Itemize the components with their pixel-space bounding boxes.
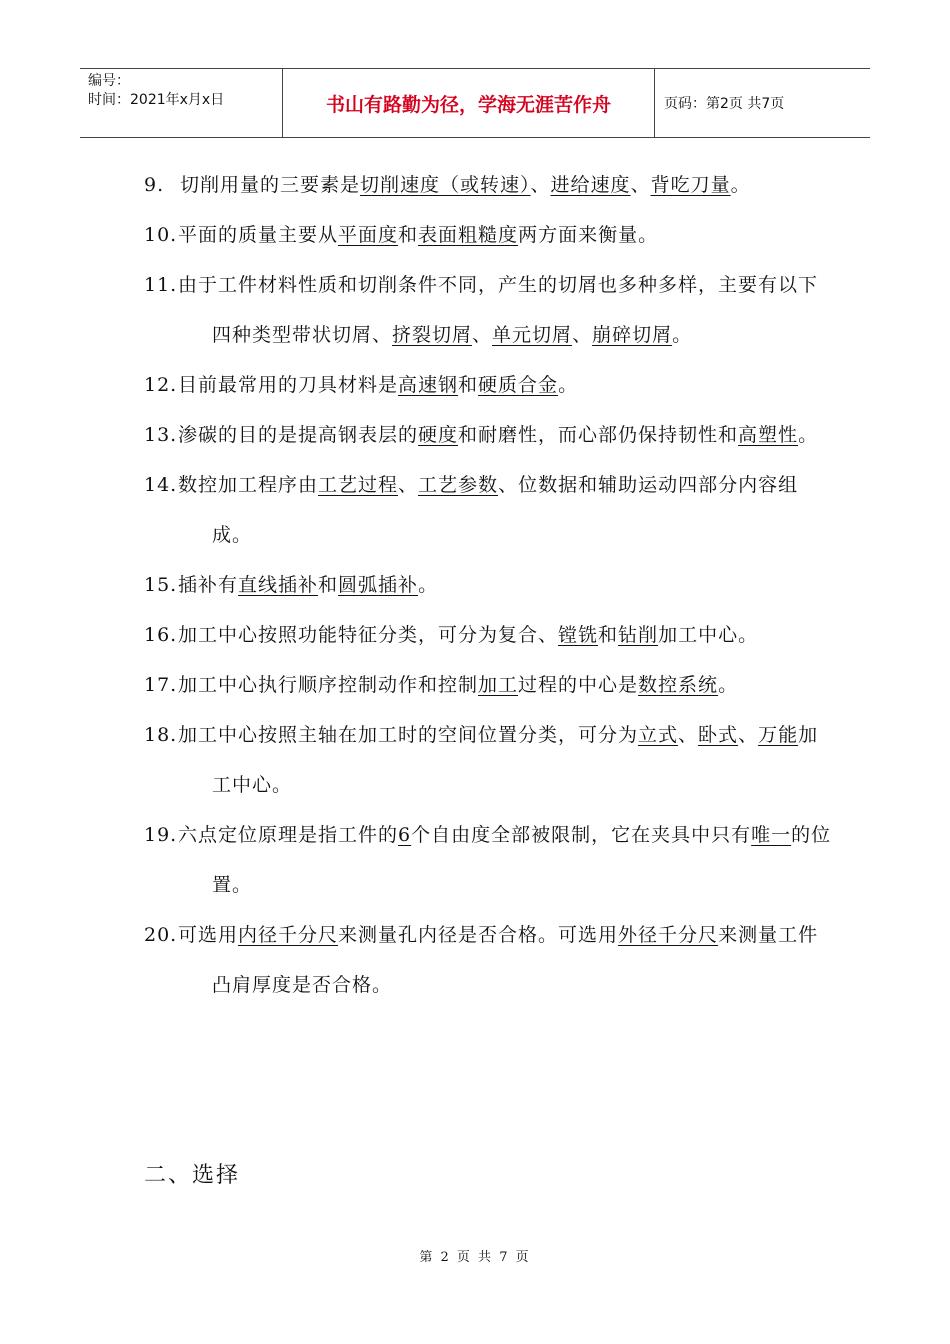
question-fragment: 和 xyxy=(458,374,479,396)
question-number: 15. xyxy=(144,574,178,596)
answer-blank: 唯一 xyxy=(751,824,792,846)
question-fragment: 插补有 xyxy=(178,574,239,596)
question-fragment: 和 xyxy=(598,624,619,646)
question-text xyxy=(144,710,834,810)
question-fragment: 切削用量的三要素是 xyxy=(180,174,361,196)
question-text xyxy=(144,210,834,260)
answer-blank: 平面度 xyxy=(338,224,399,246)
number-label: 编号： xyxy=(88,73,130,89)
header-page-code: 页码：第2页 共7页 xyxy=(664,96,785,112)
question-number: 11. xyxy=(144,274,178,296)
answer-blank: 硬度 xyxy=(418,424,459,446)
answer-blank: 6 xyxy=(398,824,412,846)
question-fragment: 、 xyxy=(738,724,759,746)
question-text xyxy=(144,260,834,360)
question-number: 12. xyxy=(144,374,178,396)
question-item xyxy=(144,810,834,910)
answer-blank: 工艺过程 xyxy=(318,474,399,496)
question-fragment: 。 xyxy=(798,424,819,446)
question-text xyxy=(144,910,834,1010)
question-fragment: 加工中心。 xyxy=(658,624,759,646)
question-fragment: 。 xyxy=(558,374,579,396)
question-fragment: 和 xyxy=(318,574,339,596)
question-number: 17. xyxy=(144,674,178,696)
answer-blank: 单元切屑 xyxy=(492,324,573,346)
question-fragment: 。 xyxy=(418,574,439,596)
question-text xyxy=(144,410,834,460)
question-item xyxy=(144,210,834,260)
question-number: 14. xyxy=(144,474,178,496)
question-fragment: 。 xyxy=(672,324,693,346)
question-fragment: 个自由度全部被限制，它在夹具中只有 xyxy=(411,824,752,846)
question-number: 16. xyxy=(144,624,178,646)
answer-blank: 背吃刀量 xyxy=(650,174,731,196)
question-number: 13. xyxy=(144,424,178,446)
question-item xyxy=(144,260,834,360)
question-text xyxy=(144,360,834,410)
question-fragment: 、 xyxy=(398,474,419,496)
answer-blank: 外径千分尺 xyxy=(618,924,719,946)
page-footer: 第 2 页 共 7 页 xyxy=(419,1250,531,1265)
question-fragment: 来测量孔内径是否合格。可选用 xyxy=(338,924,619,946)
question-fragment: 、位数据和辅助运动四部分内容组成。 xyxy=(212,474,799,546)
answer-blank: 直线插补 xyxy=(238,574,319,596)
question-fragment: 平面的质量主要从 xyxy=(178,224,339,246)
question-fragment: 数控加工程序由 xyxy=(178,474,319,496)
answer-blank: 高速钢 xyxy=(398,374,459,396)
question-fragment: 、 xyxy=(472,324,493,346)
answer-blank: 圆弧插补 xyxy=(338,574,419,596)
answer-blank: 数控系统 xyxy=(638,674,719,696)
question-item xyxy=(144,460,834,560)
question-item xyxy=(144,410,834,460)
answer-blank: 立式 xyxy=(638,724,679,746)
question-number: 10. xyxy=(144,224,178,246)
question-text xyxy=(144,660,834,710)
question-item xyxy=(144,610,834,660)
question-item xyxy=(144,660,834,710)
question-fragment: 加工中心。 xyxy=(212,724,819,796)
answer-blank: 表面粗糙度 xyxy=(418,224,519,246)
question-fragment: 。 xyxy=(718,674,739,696)
answer-blank: 高塑性 xyxy=(738,424,799,446)
question-text xyxy=(144,610,834,660)
question-number: 9. xyxy=(144,174,165,196)
question-fragment: 、 xyxy=(678,724,699,746)
answer-blank: 万能 xyxy=(758,724,799,746)
question-fragment: 两方面来衡量。 xyxy=(518,224,659,246)
question-fragment: 和耐磨性，而心部仍保持韧性和 xyxy=(458,424,739,446)
answer-blank: 崩碎切屑 xyxy=(592,324,673,346)
question-fragment: 由于工件材料性质和切削条件不同，产生的切屑也多种多样，主要有以下四种类型带状切屑、 xyxy=(178,274,819,346)
question-fragment: 、 xyxy=(630,174,651,196)
question-fragment: 加工中心执行顺序控制动作和控制 xyxy=(178,674,479,696)
header-table xyxy=(80,68,870,138)
answer-blank: 切削速度（或转速） xyxy=(360,174,531,196)
question-fragment: 和 xyxy=(398,224,419,246)
question-text xyxy=(144,810,834,910)
question-fragment: 过程的中心是 xyxy=(518,674,639,696)
header-motto: 书山有路勤为径，学海无涯苦作舟 xyxy=(283,69,655,137)
question-number: 18. xyxy=(144,724,178,746)
question-fragment: 。 xyxy=(730,174,751,196)
header-meta xyxy=(80,69,283,137)
question-fragment: 的位置。 xyxy=(212,824,832,896)
question-fragment: 加工中心按照主轴在加工时的空间位置分类，可分为 xyxy=(178,724,639,746)
question-fragment: 来测量工件凸肩厚度是否合格。 xyxy=(212,924,819,996)
answer-blank: 卧式 xyxy=(698,724,739,746)
question-fragment: 、 xyxy=(530,174,551,196)
answer-blank: 工艺参数 xyxy=(418,474,499,496)
time-label: 时间：2021年x月x日 xyxy=(88,92,225,108)
question-fragment: 渗碳的目的是提高钢表层的 xyxy=(178,424,419,446)
answer-blank: 镗铣 xyxy=(558,624,599,646)
question-fragment: 六点定位原理是指工件的 xyxy=(178,824,399,846)
answer-blank: 进给速度 xyxy=(550,174,631,196)
answer-blank: 挤裂切屑 xyxy=(392,324,473,346)
question-text xyxy=(144,560,834,610)
answer-blank: 内径千分尺 xyxy=(238,924,339,946)
question-item xyxy=(144,710,834,810)
question-fragment: 可选用 xyxy=(178,924,239,946)
question-text xyxy=(144,160,834,210)
question-fragment: 、 xyxy=(572,324,593,346)
question-fragment: 目前最常用的刀具材料是 xyxy=(178,374,399,396)
section-title: 二、选择 xyxy=(144,1163,241,1188)
answer-blank: 钻削 xyxy=(618,624,659,646)
answer-blank: 加工 xyxy=(478,674,519,696)
answer-blank: 硬质合金 xyxy=(478,374,559,396)
question-list xyxy=(144,160,834,1010)
question-item xyxy=(144,560,834,610)
question-item xyxy=(144,910,834,1010)
question-number: 19. xyxy=(144,824,178,846)
question-item xyxy=(144,360,834,410)
question-number: 20. xyxy=(144,924,178,946)
question-fragment: 加工中心按照功能特征分类，可分为复合、 xyxy=(178,624,559,646)
question-item xyxy=(144,160,834,210)
question-text xyxy=(144,460,834,560)
